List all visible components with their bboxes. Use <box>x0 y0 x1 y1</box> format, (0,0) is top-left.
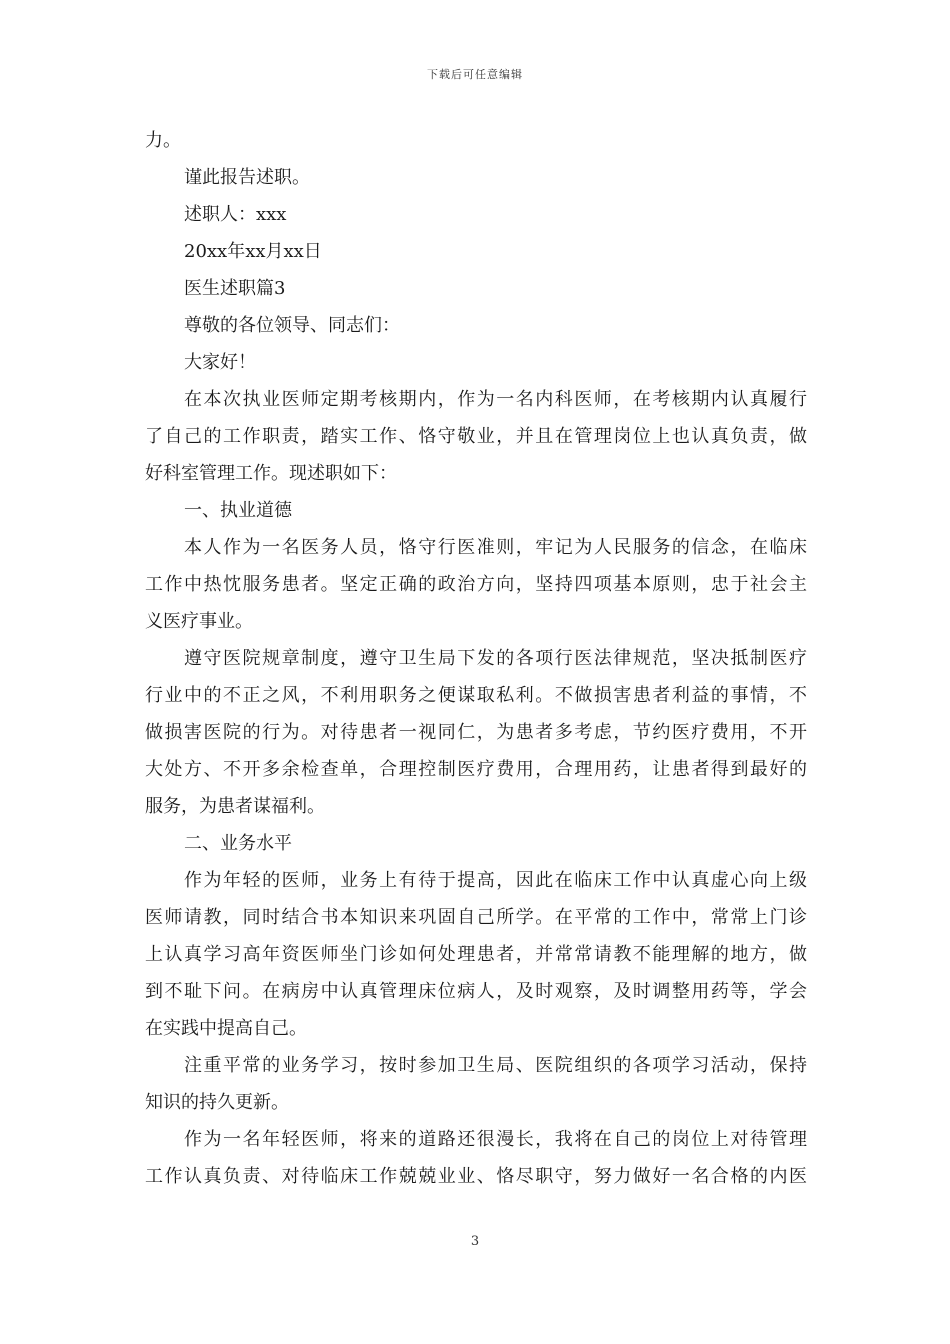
paragraph-line: 在实践中提高自己。 <box>145 1018 307 1039</box>
paragraph-line: 义医疗事业。 <box>145 611 253 632</box>
paragraph-line: 注重平常的业务学习，按时参加卫生局、医院组织的各项学习活动，保持 <box>184 1055 807 1076</box>
date-line: 20xx年xx月xx日 <box>184 241 322 262</box>
paragraph-line: 谨此报告述职。 <box>184 167 310 188</box>
document-body <box>145 122 807 1195</box>
section-heading: 一、执业道德 <box>184 500 292 521</box>
paragraph-line: 做损害医院的行为。对待患者一视同仁，为患者多考虑，节约医疗费用，不开 <box>145 722 807 743</box>
paragraph-line: 医师请教，同时结合书本知识来巩固自己所学。在平常的工作中，常常上门诊 <box>145 907 807 928</box>
paragraph-line: 本人作为一名医务人员，恪守行医准则，牢记为人民服务的信念，在临床 <box>184 537 807 558</box>
paragraph-line: 知识的持久更新。 <box>145 1092 289 1113</box>
page-header: 下载后可任意编辑 <box>427 68 523 81</box>
paragraph-line: 作为一名年轻医师，将来的道路还很漫长，我将在自己的岗位上对待管理 <box>184 1129 807 1150</box>
paragraph-line: 力。 <box>145 130 181 151</box>
paragraph-line: 工作中热忱服务患者。坚定正确的政治方向，坚持四项基本原则，忠于社会主 <box>145 574 807 595</box>
paragraph-line: 了自己的工作职责，踏实工作、恪守敬业，并且在管理岗位上也认真负责，做 <box>145 426 807 447</box>
paragraph-line: 遵守医院规章制度，遵守卫生局下发的各项行医法律规范，坚决抵制医疗 <box>184 648 807 669</box>
paragraph-line: 作为年轻的医师，业务上有待于提高，因此在临床工作中认真虚心向上级 <box>184 870 807 891</box>
paragraph-line: 行业中的不正之风，不利用职务之便谋取私利。不做损害患者利益的事情，不 <box>145 685 807 706</box>
paragraph-line: 好科室管理工作。现述职如下： <box>145 463 397 484</box>
paragraph-line: 服务，为患者谋福利。 <box>145 796 325 817</box>
salutation-line: 尊敬的各位领导、同志们： <box>184 315 400 336</box>
section-title: 医生述职篇3 <box>184 278 286 299</box>
section-heading: 二、业务水平 <box>184 833 292 854</box>
paragraph-line: 到不耻下问。在病房中认真管理床位病人，及时观察，及时调整用药等，学会 <box>145 981 807 1002</box>
signature-line: 述职人：xxx <box>184 204 287 225</box>
paragraph-line: 大处方、不开多余检查单，合理控制医疗费用，合理用药，让患者得到最好的 <box>145 759 807 780</box>
paragraph-line: 在本次执业医师定期考核期内，作为一名内科医师，在考核期内认真履行 <box>184 389 807 410</box>
page-number: 3 <box>470 1234 480 1249</box>
greeting-line: 大家好！ <box>184 352 256 373</box>
paragraph-line: 上认真学习高年资医师坐门诊如何处理患者，并常常请教不能理解的地方，做 <box>145 944 807 965</box>
paragraph-line: 工作认真负责、对待临床工作兢兢业业、恪尽职守，努力做好一名合格的内医 <box>145 1166 807 1187</box>
